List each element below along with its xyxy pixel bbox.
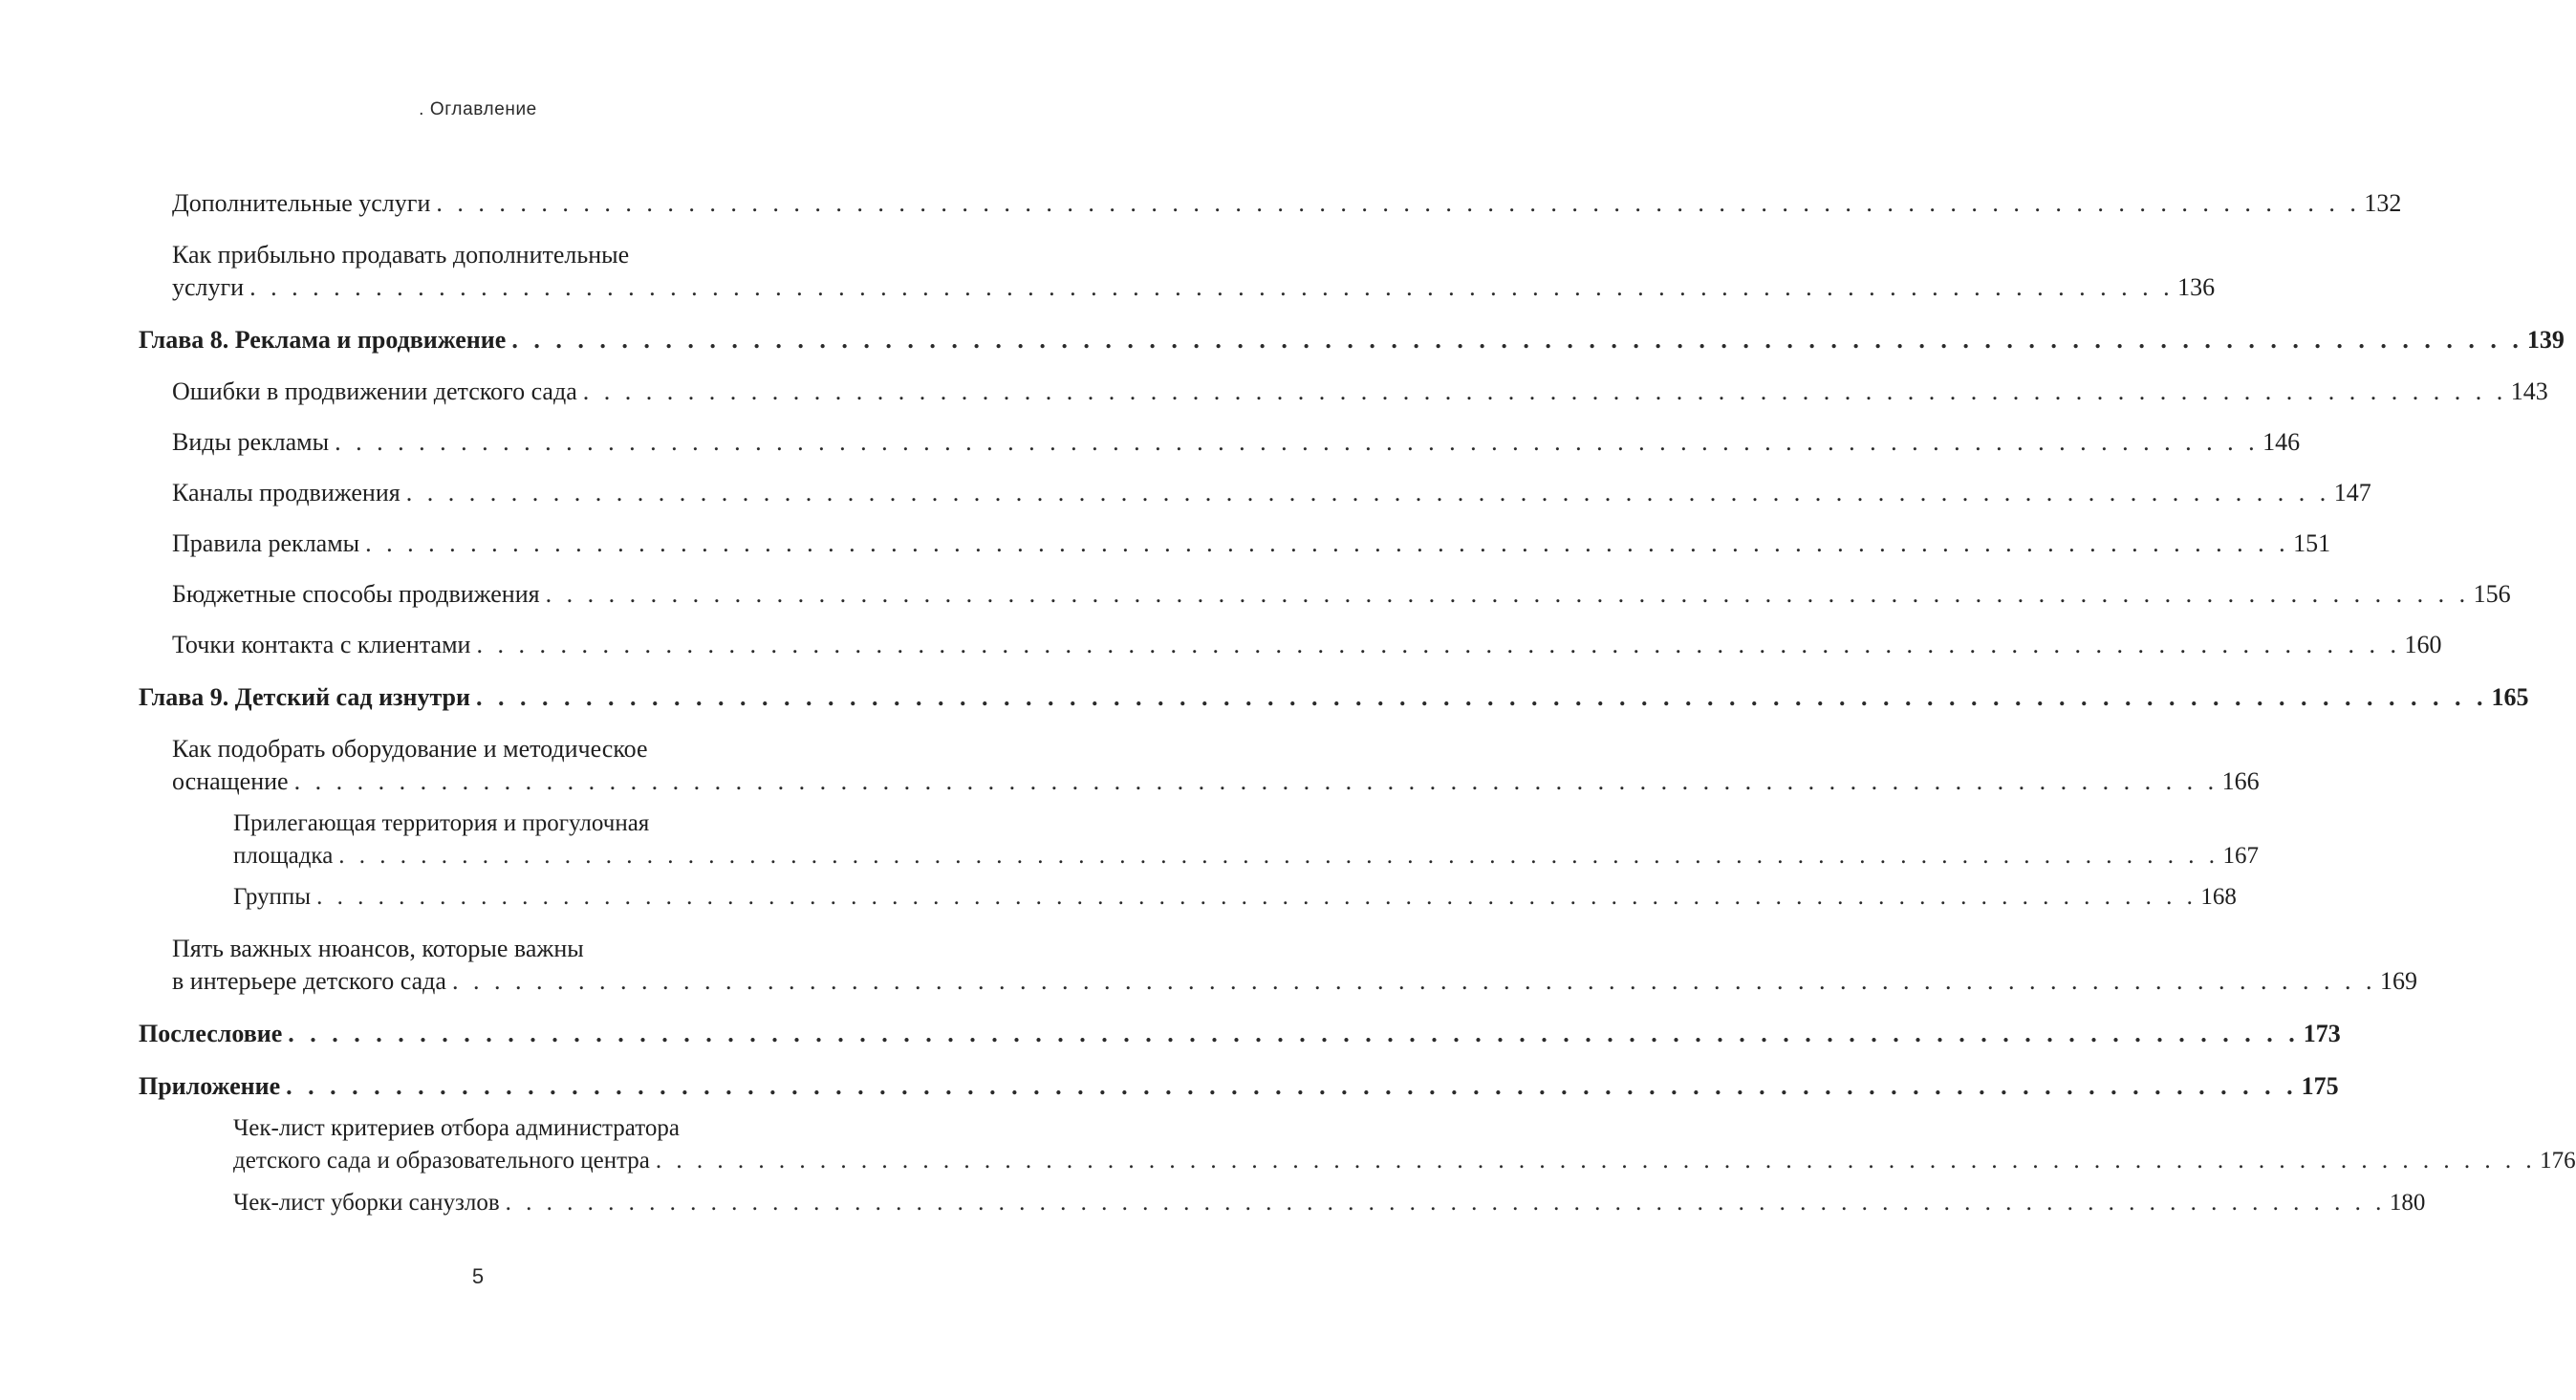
toc-entry[interactable] xyxy=(172,477,2371,509)
dot-leader: . . . . . . . . . . . . . . . . . . . . . . . . . . . . . . . . . . . . . . . . . . . . . . . . . . . . . . . . . . . . . . . . . . . . . . . . . . . . . . . . . . . . . . . . . . . . xyxy=(451,967,2376,995)
toc-subentry[interactable] xyxy=(233,1112,2576,1177)
toc-page-number: 176 xyxy=(2540,1148,2576,1174)
toc-page-number: 167 xyxy=(2222,843,2260,869)
dot-leader: . . . . . . . . . . . . . . . . . . . . . . . . . . . . . . . . . . . . . . . . . . . . . . . . . . . . . . . . . . . . . . . . . . . . . . . . . . . . . . . . . . . . . . . . . . . . xyxy=(405,479,2330,506)
toc-entry[interactable] xyxy=(172,733,2260,798)
toc-entry[interactable] xyxy=(172,629,2442,661)
toc-page-number: 160 xyxy=(2404,631,2442,658)
dot-leader: . . . . . . . . . . . . . . . . . . . . . . . . . . . . . . . . . . . . . . . . . . . . . . . . . . . . . . . . . . . . . . . . . . . . . . . . . . . . . . . . . . . . . . . . . . . . xyxy=(365,529,2290,557)
toc-subentry[interactable] xyxy=(233,881,2237,914)
dot-leader: . . . . . . . . . . . . . . . . . . . . . . . . . . . . . . . . . . . . . . . . . . . . . . . . . . . . . . . . . . . . . . . . . . . . . . . . . . . . . . . . . . . . . . . . . . . . xyxy=(476,683,2488,711)
toc-entry[interactable] xyxy=(172,933,2417,998)
toc-entry-title: Бюджетные способы продвижения xyxy=(172,580,540,608)
toc-entry-title: Как прибыльно продавать дополнительные xyxy=(172,241,630,269)
toc-subentry[interactable] xyxy=(233,1187,2426,1219)
dot-leader: . . . . . . . . . . . . . . . . . . . . . . . . . . . . . . . . . . . . . . . . . . . . . . . . . . . . . . . . . . . . . . . . . . . . . . . . . . . . . . . . . . . . . . . . . . . . xyxy=(316,884,2197,910)
dot-leader: . . . . . . . . . . . . . . . . . . . . . . . . . . . . . . . . . . . . . . . . . . . . . . . . . . . . . . . . . . . . . . . . . . . . . . . . . . . . . . . . . . . . . . . . . . . . xyxy=(545,580,2470,608)
toc-chapter-title: Глава 9. Детский сад изнутри xyxy=(139,683,471,711)
dot-leader: . . . . . . . . . . . . . . . . . . . . . . . . . . . . . . . . . . . . . . . . . . . . . . . . . . . . . . . . . . . . . . . . . . . . . . . . . . . . . . . . . . . . . . . . . . . . xyxy=(335,428,2260,456)
toc-entry[interactable] xyxy=(172,578,2511,611)
toc-page-number: 173 xyxy=(2303,1020,2341,1047)
toc-entry-title: Точки контакта с клиентами xyxy=(172,631,471,658)
toc-page-number: 165 xyxy=(2491,683,2529,711)
toc-entry[interactable] xyxy=(172,376,2548,408)
toc-entry-title-continued: детского сада и образовательного центра xyxy=(233,1148,650,1174)
toc-entry-title-continued: площадка xyxy=(233,843,334,869)
toc-page-number: 151 xyxy=(2293,529,2331,557)
dot-leader: . . . . . . . . . . . . . . . . . . . . . . . . . . . . . . . . . . . . . . . . . . . . . . . . . . . . . . . . . . . . . . . . . . . . . . . . . . . . . . . . . . . . . . . . . . . . xyxy=(286,1072,2298,1100)
toc-page-number: 156 xyxy=(2473,580,2511,608)
toc-entry-title: Как подобрать оборудование и методическое xyxy=(172,735,648,763)
toc-entry[interactable] xyxy=(172,187,2402,220)
toc-chapter-entry[interactable] xyxy=(139,1018,2341,1050)
toc-page-number: 147 xyxy=(2333,479,2371,506)
dot-leader: . . . . . . . . . . . . . . . . . . . . . . . . . . . . . . . . . . . . . . . . . . . . . . . . . . . . . . . . . . . . . . . . . . . . . . . . . . . . . . . . . . . . . . . . . . . . xyxy=(288,1020,2300,1047)
toc-page-number: 143 xyxy=(2510,377,2548,405)
toc-entry-title: Виды рекламы xyxy=(172,428,330,456)
toc-entry-title-continued: услуги xyxy=(172,273,245,301)
toc-entry-title: Чек-лист уборки санузлов xyxy=(233,1190,500,1216)
toc-entry-title-continued: оснащение xyxy=(172,767,289,795)
toc-entry[interactable] xyxy=(172,239,2216,304)
toc-page-number: 132 xyxy=(2364,189,2402,217)
toc-entry[interactable] xyxy=(172,426,2301,459)
toc-chapter-title: Глава 8. Реклама и продвижение xyxy=(139,326,507,354)
toc-entry-title: Группы xyxy=(233,884,312,910)
dot-leader: . . . . . . . . . . . . . . . . . . . . . . . . . . . . . . . . . . . . . . . . . . . . . . . . . . . . . . . . . . . . . . . . . . . . . . . . . . . . . . . . . . . . . . . . . . . . xyxy=(338,843,2219,869)
toc-entry-title: Чек-лист критериев отбора администратора xyxy=(233,1115,680,1141)
toc-page-number: 136 xyxy=(2177,273,2216,301)
toc-entry-title: Пять важных нюансов, которые важны xyxy=(172,935,584,962)
toc-entry-title: Правила рекламы xyxy=(172,529,360,557)
toc-entry[interactable] xyxy=(172,528,2331,560)
toc-page-number: 168 xyxy=(2200,884,2237,910)
dot-leader: . . . . . . . . . . . . . . . . . . . . . . . . . . . . . . . . . . . . . . . . . . . . . . . . . . . . . . . . . . . . . . . . . . . . . . . . . . . . . . . . . . . . . . . . . . . . xyxy=(511,326,2523,354)
dot-leader: . . . . . . . . . . . . . . . . . . . . . . . . . . . . . . . . . . . . . . . . . . . . . . . . . . . . . . . . . . . . . . . . . . . . . . . . . . . . . . . . . . . . . . . . . . . . xyxy=(249,273,2175,301)
toc-chapter-entry[interactable] xyxy=(139,1070,2339,1103)
dot-leader: . . . . . . . . . . . . . . . . . . . . . . . . . . . . . . . . . . . . . . . . . . . . . . . . . . . . . . . . . . . . . . . . . . . . . . . . . . . . . . . . . . . . . . . . . . . . xyxy=(476,631,2401,658)
toc-entry-title: Каналы продвижения xyxy=(172,479,400,506)
toc-entry-title: Дополнительные услуги xyxy=(172,189,431,217)
toc-page-number: 166 xyxy=(2221,767,2260,795)
toc-page-number: 175 xyxy=(2301,1072,2339,1100)
toc-chapter-title: Приложение xyxy=(139,1072,281,1100)
toc-subentry[interactable] xyxy=(233,808,2260,872)
running-head: . Оглавление xyxy=(419,99,537,119)
toc-entry-title-continued: в интерьере детского сада xyxy=(172,967,446,995)
dot-leader: . . . . . . . . . . . . . . . . . . . . . . . . . . . . . . . . . . . . . . . . . . . . . . . . . . . . . . . . . . . . . . . . . . . . . . . . . . . . . . . . . . . . . . . . . . . . xyxy=(436,189,2361,217)
toc-page-number: 169 xyxy=(2379,967,2417,995)
toc-entry-title: Прилегающая территория и прогулочная xyxy=(233,810,650,836)
toc-entry-title: Ошибки в продвижении детского сада xyxy=(172,377,577,405)
page-number: 5 xyxy=(471,1264,485,1288)
dot-leader: . . . . . . . . . . . . . . . . . . . . . . . . . . . . . . . . . . . . . . . . . . . . . . . . . . . . . . . . . . . . . . . . . . . . . . . . . . . . . . . . . . . . . . . . . . . . xyxy=(293,767,2219,795)
dot-leader: . . . . . . . . . . . . . . . . . . . . . . . . . . . . . . . . . . . . . . . . . . . . . . . . . . . . . . . . . . . . . . . . . . . . . . . . . . . . . . . . . . . . . . . . . . . . xyxy=(655,1148,2537,1174)
toc-page-number: 139 xyxy=(2526,326,2565,354)
toc-chapter-entry[interactable] xyxy=(139,324,2565,356)
toc-chapter-entry[interactable] xyxy=(139,681,2529,714)
dot-leader: . . . . . . . . . . . . . . . . . . . . . . . . . . . . . . . . . . . . . . . . . . . . . . . . . . . . . . . . . . . . . . . . . . . . . . . . . . . . . . . . . . . . . . . . . . . . xyxy=(505,1190,2386,1216)
toc-page-number: 146 xyxy=(2262,428,2301,456)
toc-page-number: 180 xyxy=(2389,1190,2426,1216)
toc-chapter-title: Послесловие xyxy=(139,1020,283,1047)
dot-leader: . . . . . . . . . . . . . . . . . . . . . . . . . . . . . . . . . . . . . . . . . . . . . . . . . . . . . . . . . . . . . . . . . . . . . . . . . . . . . . . . . . . . . . . . . . . . xyxy=(582,377,2507,405)
